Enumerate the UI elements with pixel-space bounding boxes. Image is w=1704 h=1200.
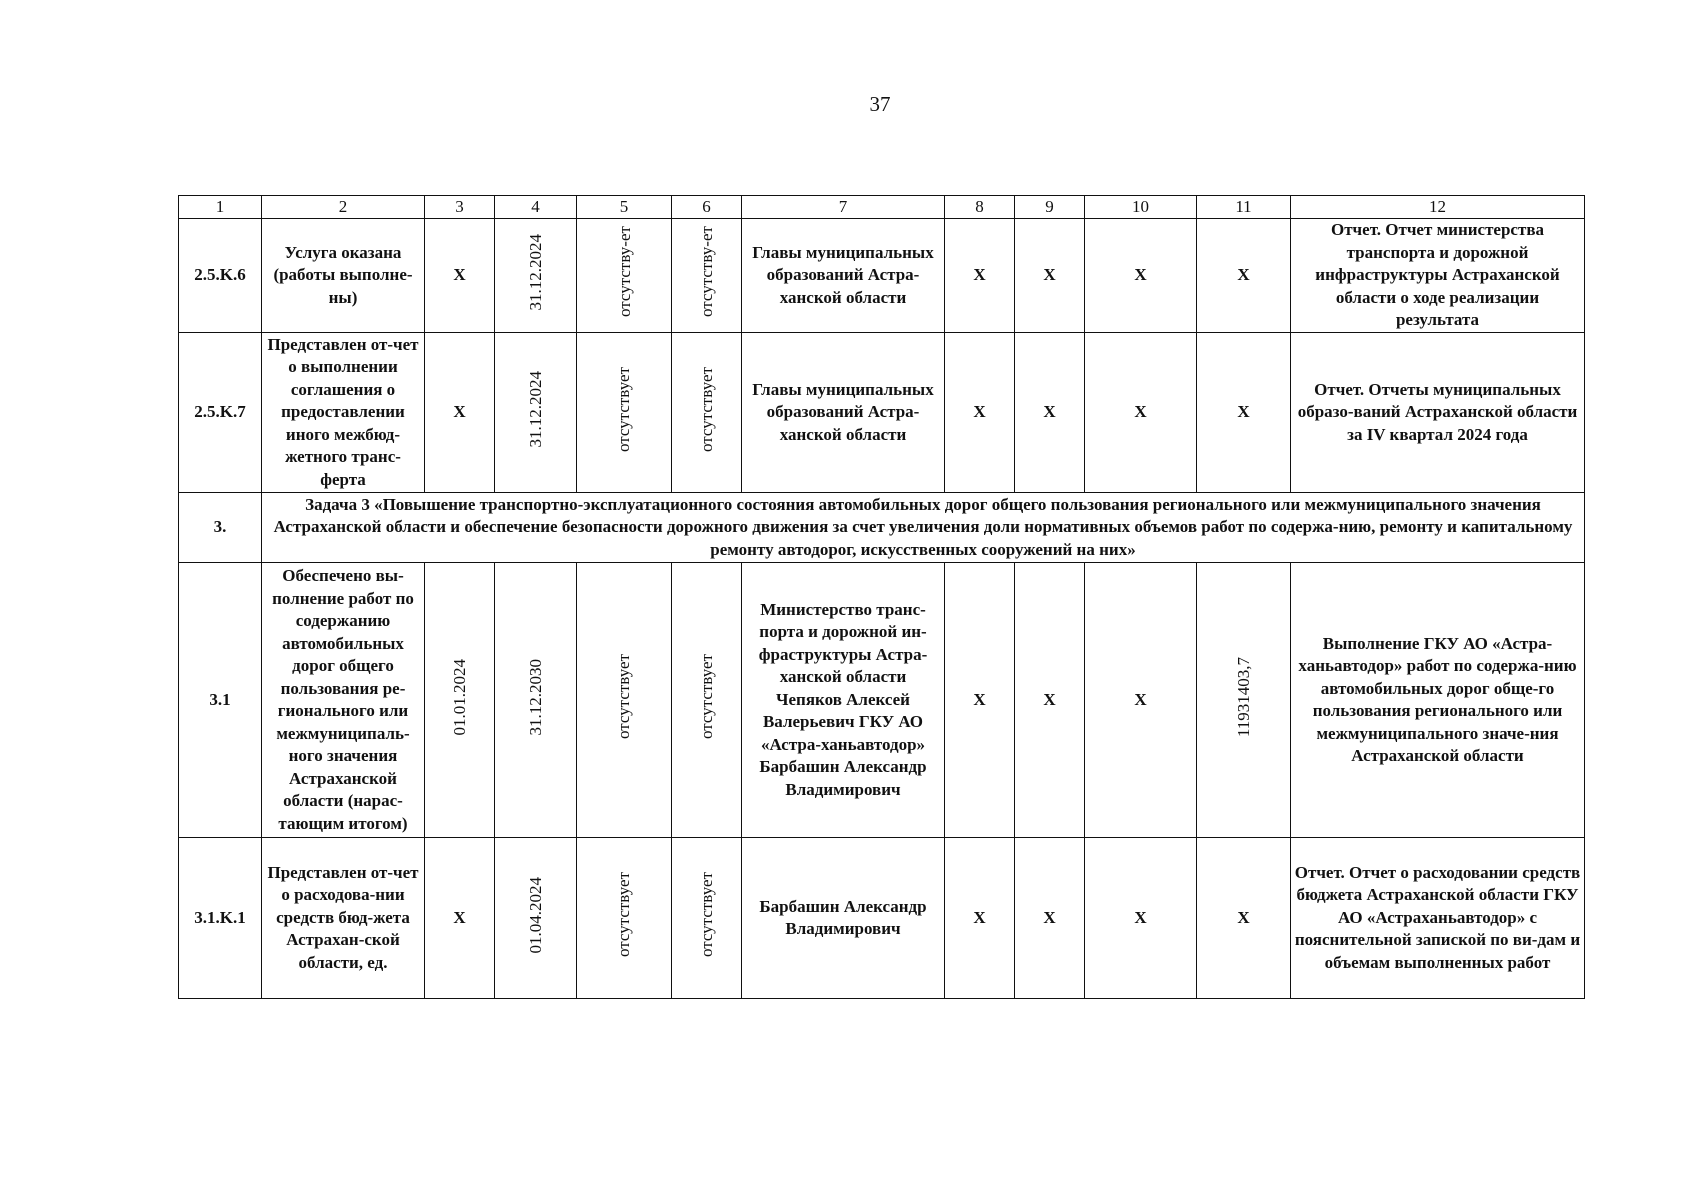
- col11-cell: [1197, 563, 1291, 838]
- col11-value: X: [1197, 838, 1291, 999]
- col5-value: отсутствует: [614, 366, 633, 452]
- end-date-cell: [495, 838, 577, 999]
- col8-value: X: [945, 563, 1015, 838]
- col5-value: отсутству-ет: [614, 226, 634, 318]
- col5-value: отсутствует: [614, 654, 633, 740]
- result-name: Обеспечено вы-полнение работ по содержанию автомобильных дорог общего пользования ре-гионального или межмуниципаль-ного значения Астраханской области (нарас-тающим итогом): [262, 563, 425, 838]
- col11-value: 11931403,7: [1233, 656, 1253, 737]
- row-id: 2.5.K.6: [179, 219, 262, 333]
- header-cell: 3: [425, 196, 495, 219]
- start-date: X: [425, 838, 495, 999]
- col5-cell: [577, 333, 672, 493]
- header-cell: 8: [945, 196, 1015, 219]
- start-date: 01.01.2024: [449, 658, 469, 735]
- end-date: 31.12.2030: [525, 658, 545, 735]
- row-id: 2.5.K.7: [179, 333, 262, 493]
- col5-value: отсутствует: [614, 872, 633, 958]
- page-number: 37: [869, 92, 891, 116]
- end-date: 31.12.2024: [525, 371, 545, 448]
- col5-cell: [577, 563, 672, 838]
- responsible: Главы муниципальных образований Астра-ханской области: [742, 219, 945, 333]
- col6-cell: [672, 838, 742, 999]
- col9-value: X: [1015, 219, 1085, 333]
- header-cell: 4: [495, 196, 577, 219]
- col5-cell: [577, 219, 672, 333]
- end-date-cell: [495, 333, 577, 493]
- end-date: 31.12.2024: [525, 234, 545, 311]
- header-cell: 5: [577, 196, 672, 219]
- report-info: Отчет. Отчет о расходовании средств бюджета Астраханской области ГКУ АО «Астраханьавтодор» с пояснительной запиской по ви-дам и объемам выполненных работ: [1291, 838, 1585, 999]
- header-cell: 12: [1291, 196, 1585, 219]
- col8-value: X: [945, 838, 1015, 999]
- col8-value: X: [945, 219, 1015, 333]
- plan-table: [178, 195, 1585, 999]
- result-name: Представлен от-чет о расходова-нии средств бюд-жета Астрахан-ской области, ед.: [262, 838, 425, 999]
- result-name: Услуга оказана (работы выполне-ны): [262, 219, 425, 333]
- report-info: Отчет. Отчет министерства транспорта и дорожной инфраструктуры Астраханской области о ходе реализации результата: [1291, 219, 1585, 333]
- header-cell: 11: [1197, 196, 1291, 219]
- header-cell: 9: [1015, 196, 1085, 219]
- col6-value: отсутствует: [696, 872, 716, 958]
- task-id: 3.: [179, 493, 262, 563]
- end-date: 01.04.2024: [525, 876, 545, 953]
- header-cell: 6: [672, 196, 742, 219]
- header-cell: 10: [1085, 196, 1197, 219]
- col10-value: X: [1085, 333, 1197, 493]
- task-row: [179, 493, 1585, 563]
- col6-value: отсутствует: [696, 654, 716, 740]
- table-row: [179, 563, 1585, 838]
- header-row: [179, 196, 1585, 219]
- responsible: Министерство транс-порта и дорожной ин-фраструктуры Астра-ханской области Чепяков Алексей Валерьевич ГКУ АО «Астра-ханьавтодор» Барбашин Александр Владимирович: [742, 563, 945, 838]
- table-row: [179, 333, 1585, 493]
- start-date: X: [425, 219, 495, 333]
- col10-value: X: [1085, 219, 1197, 333]
- table-row: [179, 219, 1585, 333]
- col9-value: X: [1015, 563, 1085, 838]
- header-cell: 2: [262, 196, 425, 219]
- end-date-cell: [495, 219, 577, 333]
- report-info: Отчет. Отчеты муниципальных образо-ваний Астраханской области за IV квартал 2024 года: [1291, 333, 1585, 493]
- col10-value: X: [1085, 563, 1197, 838]
- table-row: [179, 838, 1585, 999]
- col6-cell: [672, 563, 742, 838]
- responsible: Главы муниципальных образований Астра-ханской области: [742, 333, 945, 493]
- col11-value: X: [1197, 333, 1291, 493]
- start-date: X: [425, 333, 495, 493]
- responsible: Барбашин Александр Владимирович: [742, 838, 945, 999]
- col6-cell: [672, 219, 742, 333]
- result-name: Представлен от-чет о выполнении соглашения о предоставлении иного межбюд-жетного транс-ферта: [262, 333, 425, 493]
- col9-value: X: [1015, 838, 1085, 999]
- report-info: Выполнение ГКУ АО «Астра-ханьавтодор» работ по содержа-нию автомобильных дорог обще-го пользования регионального или межмуниципального значе-ния Астраханской области: [1291, 563, 1585, 838]
- col6-value: отсутствует: [696, 366, 716, 452]
- col8-value: X: [945, 333, 1015, 493]
- col10-value: X: [1085, 838, 1197, 999]
- end-date-cell: [495, 563, 577, 838]
- col11-value: X: [1197, 219, 1291, 333]
- col6-value: отсутству-ет: [697, 226, 716, 318]
- row-id: 3.1.K.1: [179, 838, 262, 999]
- header-cell: 7: [742, 196, 945, 219]
- task-description: Задача 3 «Повышение транспортно-эксплуатационного состояния автомобильных дорог общего пользования регионального или межмуниципального значения Астраханской области и обеспечение безопасности дорожного движения за счет увеличения доли нормативных объемов работ по содержа-нию, ремонту и капитальному ремонту автодорог, искусственных сооружений на них»: [262, 493, 1585, 563]
- col5-cell: [577, 838, 672, 999]
- col9-value: X: [1015, 333, 1085, 493]
- header-cell: 1: [179, 196, 262, 219]
- row-id: 3.1: [179, 563, 262, 838]
- start-date-cell: [425, 563, 495, 838]
- col6-cell: [672, 333, 742, 493]
